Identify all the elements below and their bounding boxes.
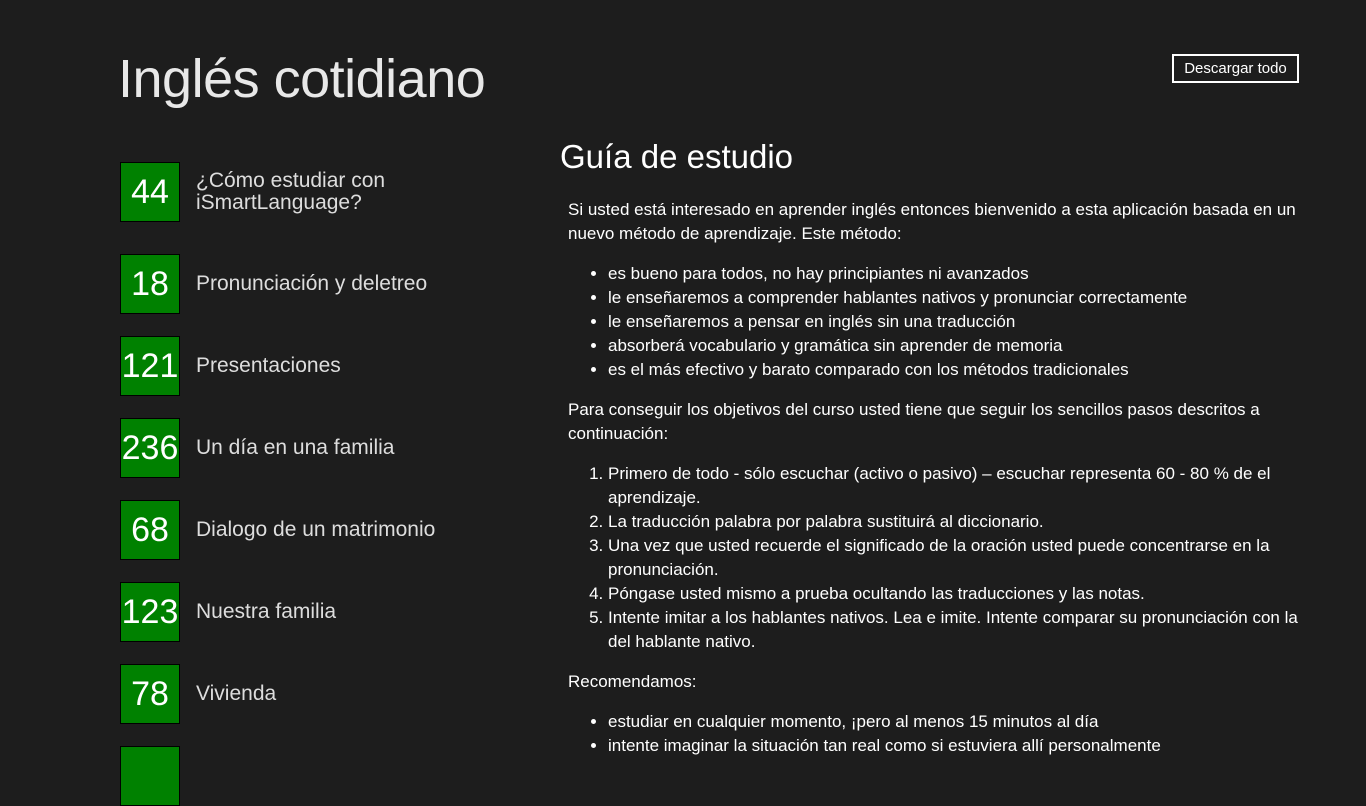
lesson-count-tile [120, 746, 180, 806]
guide-intro: Si usted está interesado en aprender inglés entonces bienvenido a esta aplicación basada en un nuevo método de aprendizaje. Este método: [568, 200, 1296, 243]
step-item: 5. Intente imitar a los hablantes nativos. Lea e imite. Intente comparar su pronunciación con la del hablante nativo. [608, 606, 1300, 654]
lesson-item[interactable] [120, 418, 456, 478]
steps-intro: Para conseguir los objetivos del curso usted tiene que seguir los sencillos pasos descritos a continuación: [568, 400, 1260, 443]
lesson-count-tile: 68 [120, 500, 180, 560]
lesson-count-tile: 44 [120, 162, 180, 222]
lesson-label: Vivienda [196, 682, 277, 705]
study-guide [560, 138, 1300, 774]
page-title: Inglés cotidiano [118, 49, 486, 109]
lesson-count-tile: 18 [120, 254, 180, 314]
lesson-label: Un día en una familia [196, 436, 395, 459]
step-item: 3. Una vez que usted recuerde el significado de la oración usted puede concentrarse en la pronunciación. [608, 534, 1300, 582]
step-item: 4. Póngase usted mismo a prueba ocultando las traducciones y las notas. [608, 582, 1300, 606]
lesson-label: Dialogo de un matrimonio [196, 518, 436, 541]
lesson-item[interactable] [120, 582, 456, 642]
download-all-button[interactable]: Descargar todo [1172, 54, 1299, 83]
lesson-label: Pronunciación y deletreo [196, 272, 428, 295]
lesson-item[interactable] [120, 664, 456, 724]
feature-item: • le enseñaremos a pensar en inglés sin una traducción [608, 310, 1300, 334]
step-item: 2. La traducción palabra por palabra sustituirá al diccionario. [608, 510, 1300, 534]
lesson-count-tile: 236 [120, 418, 180, 478]
steps-list [568, 462, 1300, 654]
feature-item: • le enseñaremos a comprender hablantes nativos y pronunciar correctamente [608, 286, 1300, 310]
lesson-label: Nuestra familia [196, 600, 337, 623]
lesson-count-tile: 121 [120, 336, 180, 396]
lesson-count-tile: 78 [120, 664, 180, 724]
feature-item: • es bueno para todos, no hay principiantes ni avanzados [608, 262, 1300, 286]
recommendation-item: • intente imaginar la situación tan real como si estuviera allí personalmente [608, 734, 1300, 758]
lesson-item[interactable] [120, 162, 456, 222]
recommendation-item: • estudiar en cualquier momento, ¡pero al menos 15 minutos al día [608, 710, 1300, 734]
guide-heading: Guía de estudio [560, 138, 793, 175]
step-item: 1. Primero de todo - sólo escuchar (activo o pasivo) – escuchar representa 60 - 80 % de el aprendizaje. [608, 462, 1300, 510]
feature-item: • es el más efectivo y barato comparado con los métodos tradicionales [608, 358, 1300, 382]
feature-item: • absorberá vocabulario y gramática sin aprender de memoria [608, 334, 1300, 358]
lesson-item[interactable] [120, 254, 456, 314]
lesson-item[interactable] [120, 336, 456, 396]
lesson-label: Presentaciones [196, 354, 341, 377]
lesson-item[interactable] [120, 746, 456, 806]
lesson-label: ¿Cómo estudiar con iSmartLanguage? [196, 169, 386, 214]
features-list [568, 262, 1300, 382]
lesson-count-tile: 123 [120, 582, 180, 642]
lesson-item[interactable] [120, 500, 456, 560]
recommendations-list [568, 710, 1300, 758]
recommend-intro: Recomendamos: [568, 672, 697, 691]
